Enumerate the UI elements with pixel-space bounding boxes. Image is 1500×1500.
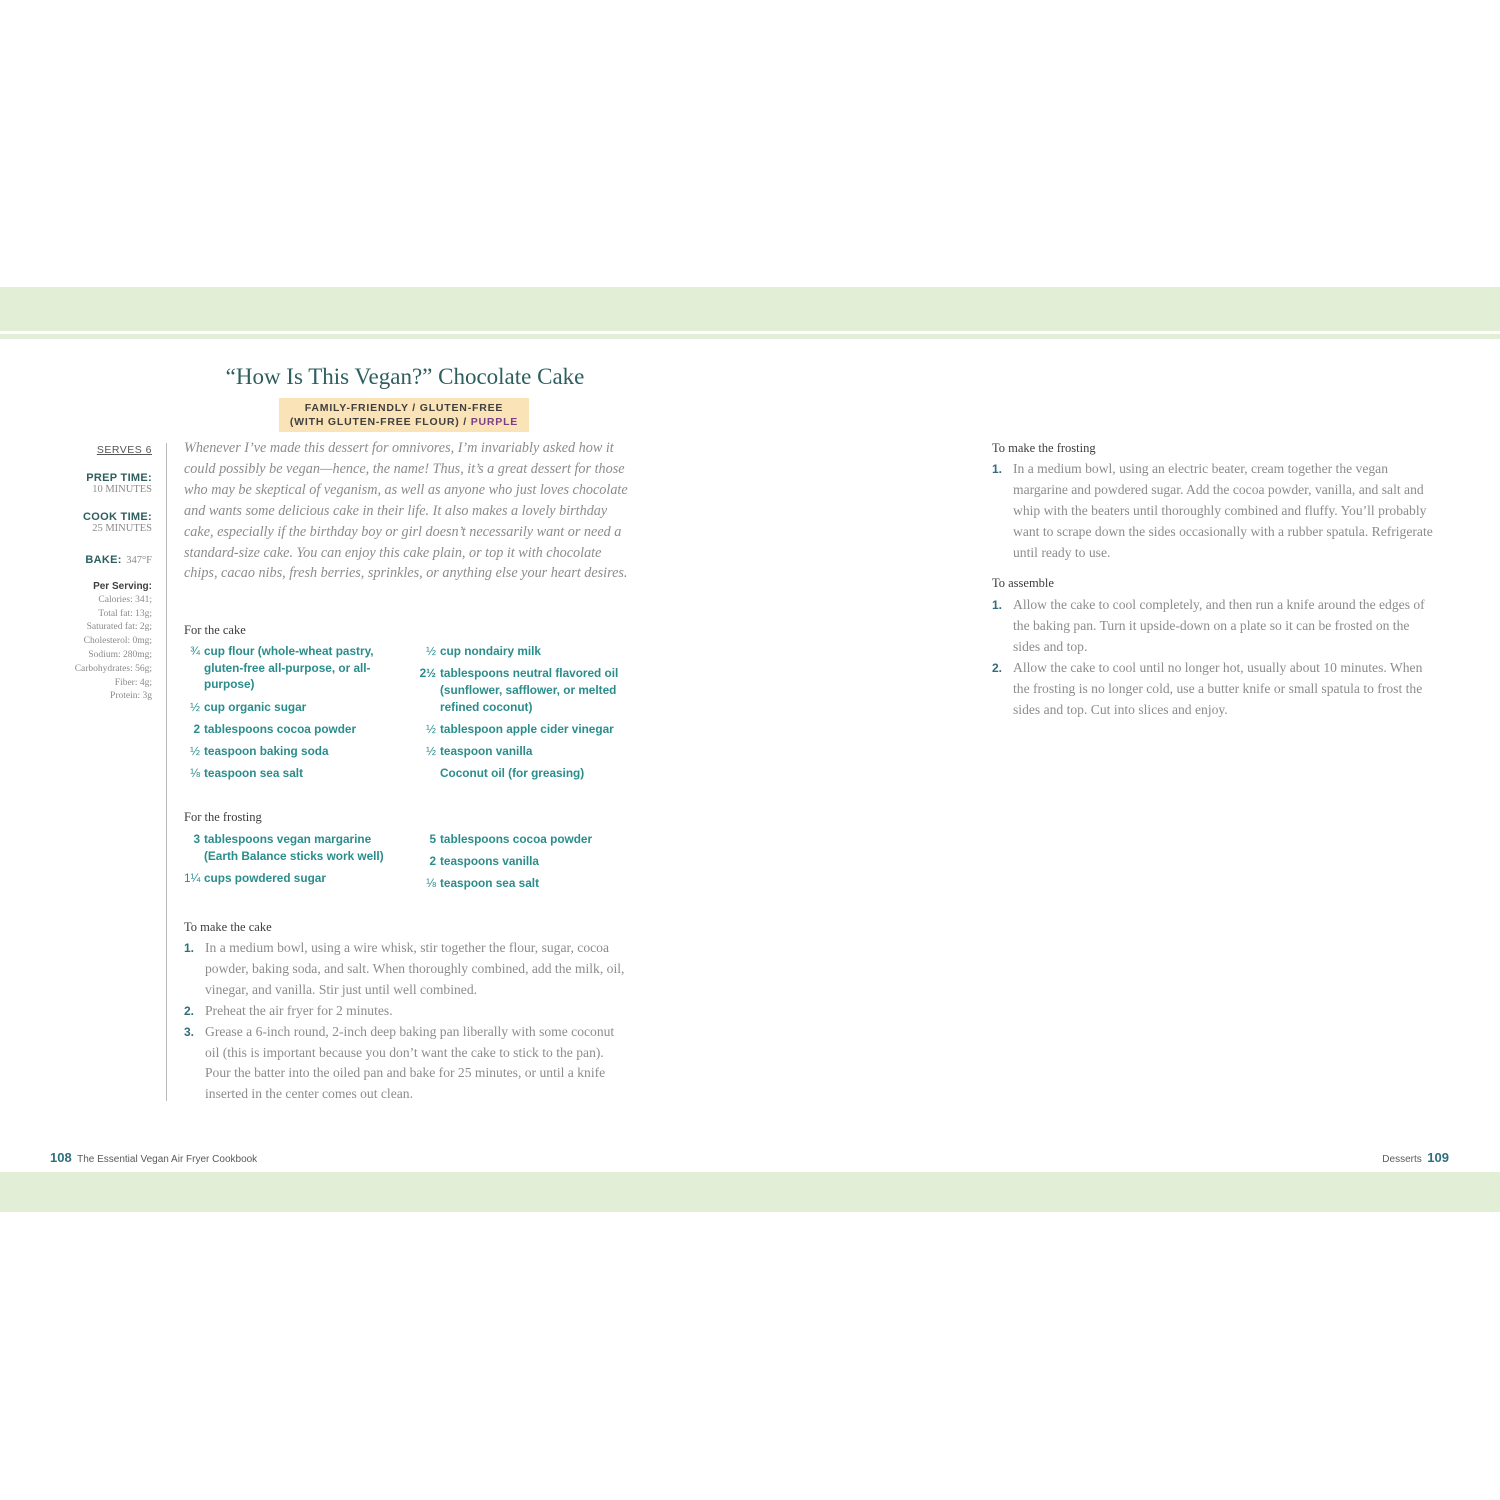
ingredient-item	[416, 665, 631, 715]
tags-line-2	[279, 415, 529, 429]
step-number: 1.	[992, 462, 1003, 476]
right-page-number: 109	[1427, 1150, 1449, 1165]
ingredient-qty: 2	[429, 854, 436, 869]
bake-label: BAKE:	[85, 554, 122, 566]
ingredient-qty: ½	[426, 644, 436, 658]
left-page-number: 108	[50, 1150, 72, 1165]
nutrition-heading: Per Serving:	[93, 581, 152, 592]
ingredient-item	[184, 643, 399, 693]
step-text: Allow the cake to cool until no longer hot, usually about 10 minutes. When the frosting is no longer cold, use a butter knife or small spatula to frost the sides and top. Cut into slices and enjoy.	[1013, 659, 1423, 717]
ingredient-text: Coconut oil (for greasing)	[440, 766, 585, 781]
ingredient-item	[184, 831, 399, 864]
ingredient-qty: 1¼	[184, 870, 201, 885]
header-band	[0, 287, 1500, 331]
ingredient-qty: ¾	[190, 644, 200, 658]
step-item	[992, 658, 1437, 721]
ingredient-qty: 2	[193, 721, 200, 736]
ingredient-item	[184, 765, 399, 782]
ingredient-text: cup nondairy milk	[440, 644, 541, 658]
step-item	[992, 459, 1437, 564]
nutrition-line: Total fat: 13g;	[98, 608, 152, 619]
make-cake-steps	[184, 938, 629, 1105]
ingredient-item	[416, 743, 631, 760]
ingredient-qty: ½	[426, 744, 436, 759]
ingredient-qty: ½	[426, 721, 436, 736]
left-folio	[50, 1150, 257, 1165]
frosting-ingredients-heading: For the frosting	[184, 810, 262, 824]
nutrition-info	[40, 580, 152, 704]
recipe-title: “How Is This Vegan?” Chocolate Cake	[225, 364, 585, 389]
prep-time-value: 10 MINUTES	[92, 484, 152, 495]
prep-time-label: PREP TIME:	[86, 472, 152, 484]
ingredient-text: tablespoons cocoa powder	[440, 832, 593, 846]
step-item	[992, 595, 1437, 658]
nutrition-line: Saturated fat: 2g;	[86, 622, 152, 633]
step-text: Allow the cake to cool completely, and then run a knife around the edges of the baking pan. Turn it upside-down on a plate so it can be frosted on the sides and top.	[1013, 597, 1425, 654]
cook-time-block	[40, 511, 152, 534]
make-cake-heading: To make the cake	[184, 920, 272, 934]
ingredient-qty: ⅛	[426, 876, 436, 891]
frosting-ingredients-left	[184, 831, 399, 892]
ingredient-text: cups powdered sugar	[204, 870, 326, 885]
tag-purple: PURPLE	[470, 416, 519, 428]
step-number: 1.	[992, 598, 1003, 612]
cook-time-value: 25 MINUTES	[92, 523, 152, 534]
right-folio	[1382, 1150, 1449, 1165]
nutrition-line: Sodium: 280mg;	[88, 649, 152, 660]
nutrition-line: Calories: 341;	[98, 594, 152, 605]
frosting-ingredients-right	[416, 831, 631, 898]
ingredient-text: teaspoon sea salt	[440, 876, 540, 891]
ingredient-item	[416, 765, 631, 782]
ingredient-qty: 3	[193, 832, 200, 846]
step-number: 2.	[184, 1003, 195, 1018]
ingredient-item	[184, 699, 399, 716]
serves-label: SERVES 6	[96, 444, 152, 456]
step-number: 2.	[992, 660, 1003, 675]
step-item	[184, 1001, 629, 1022]
cake-ingredients-left	[184, 643, 399, 787]
cake-ingredients-heading: For the cake	[184, 623, 246, 637]
ingredient-text: tablespoons vegan margarine (Earth Balance sticks work well)	[204, 832, 384, 863]
make-frosting-steps	[992, 459, 1437, 564]
ingredient-text: cup flour (whole-wheat pastry, gluten-free all-purpose, or all-purpose)	[204, 644, 374, 692]
ingredient-text: cup organic sugar	[204, 699, 307, 714]
ingredient-text: tablespoons cocoa powder	[204, 721, 357, 736]
ingredient-item	[416, 643, 631, 660]
ingredient-qty: 2½	[419, 666, 436, 681]
cake-ingredients-right	[416, 643, 631, 787]
step-number: 3.	[184, 1024, 195, 1039]
ingredient-qty: ½	[190, 744, 200, 759]
step-text: In a medium bowl, using a wire whisk, stir together the flour, sugar, cocoa powder, baking soda, and salt. When thoroughly combined, add the milk, oil, vinegar, and vanilla. Stir just until well combined.	[205, 940, 625, 997]
prep-time-block	[40, 472, 152, 495]
step-text: Grease a 6-inch round, 2-inch deep baking pan liberally with some coconut oil (this is important because you don’t want the cake to stick to the pan). Pour the batter into the oiled pan and bake for 25 minutes, or until a knife inserted in the center comes out clean.	[205, 1023, 615, 1102]
nutrition-line: Carbohydrates: 56g;	[74, 663, 152, 674]
make-frosting-heading: To make the frosting	[992, 441, 1096, 455]
step-item	[184, 938, 629, 1001]
tags-line-1: FAMILY-FRIENDLY / GLUTEN-FREE	[304, 402, 504, 414]
step-text: In a medium bowl, using an electric beater, cream together the vegan margarine and powdered sugar. Add the cocoa powder, vanilla, and salt and whip with the beaters until thoroughly combined and fluffy. You’ll probably want to scrape down the sides occasionally with a rubber spatula. Refrigerate until ready to use.	[1013, 461, 1433, 560]
nutrition-line: Protein: 3g	[110, 691, 152, 702]
ingredient-text: teaspoons vanilla	[440, 854, 539, 869]
assemble-steps	[992, 595, 1437, 720]
recipe-tags-badge	[279, 398, 529, 432]
ingredient-item	[184, 743, 399, 760]
ingredient-qty: ⅛	[190, 766, 200, 781]
ingredient-item	[416, 875, 631, 892]
bake-block	[40, 550, 152, 568]
ingredient-text: teaspoon sea salt	[204, 766, 304, 781]
step-number: 1.	[184, 941, 195, 955]
step-text: Preheat the air fryer for 2 minutes.	[205, 1002, 393, 1018]
ingredient-qty: 5	[429, 832, 436, 846]
ingredient-item	[184, 870, 399, 887]
ingredient-text: tablespoons neutral flavored oil (sunflower, safflower, or melted refined coconut)	[440, 666, 619, 714]
header-band-rule	[0, 334, 1500, 339]
ingredient-item	[416, 831, 631, 848]
sidebar-divider	[166, 443, 167, 1101]
ingredient-item	[416, 721, 631, 738]
ingredient-item	[416, 853, 631, 870]
nutrition-line: Cholesterol: 0mg;	[83, 636, 152, 647]
footer-band	[0, 1172, 1500, 1212]
cook-time-label: COOK TIME:	[83, 511, 152, 523]
ingredient-text: teaspoon vanilla	[440, 744, 533, 759]
step-item	[184, 1022, 629, 1106]
right-running-title: Desserts	[1382, 1154, 1422, 1165]
recipe-intro: Whenever I’ve made this dessert for omnivores, I’m invariably asked how it could possibly be vegan—hence, the name! Thus, it’s a great dessert for those who may be skeptical of veganism, as well as anyone who just loves chocolate and wants some delicious cake in their life. It also makes a lovely birthday cake, especially if the birthday boy or girl doesn’t necessarily want or need a standard-size cake. You can enjoy this cake plain, or top it with chocolate chips, cacao nibs, fresh berries, sprinkles, or anything else your heart desires.	[184, 440, 628, 582]
ingredient-text: tablespoon apple cider vinegar	[440, 721, 614, 736]
assemble-heading: To assemble	[992, 576, 1054, 590]
ingredient-text: teaspoon baking soda	[204, 744, 329, 759]
ingredient-qty: ½	[190, 699, 200, 714]
tags-line-2-text: (WITH GLUTEN-FREE FLOUR) /	[289, 416, 467, 428]
recipe-sidebar	[40, 440, 152, 704]
bake-value: 347°F	[126, 555, 152, 566]
ingredient-item	[184, 721, 399, 738]
nutrition-line: Fiber: 4g;	[114, 677, 152, 688]
left-running-title: The Essential Vegan Air Fryer Cookbook	[77, 1154, 258, 1165]
